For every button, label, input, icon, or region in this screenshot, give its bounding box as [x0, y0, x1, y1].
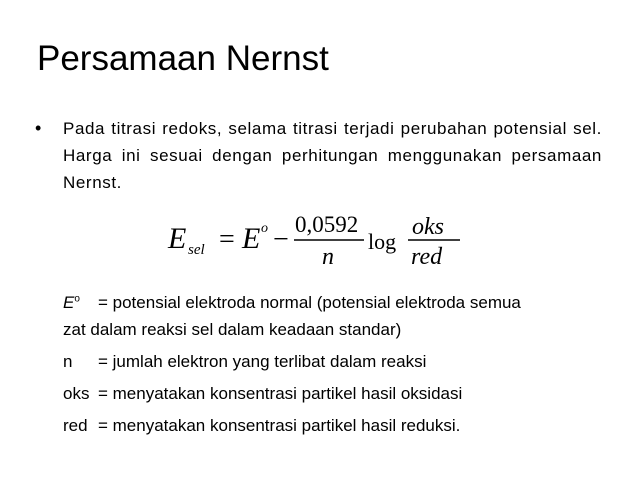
definition-term-red: red — [63, 416, 88, 435]
definition-n — [63, 348, 603, 375]
definition-text-red: = menyatakan konsentrasi partikel hasil reduksi. — [98, 416, 461, 435]
bullet-dot-icon: • — [35, 118, 42, 138]
definition-term-n: n — [63, 352, 73, 371]
definition-term-e0: $E^o$ — [63, 293, 80, 312]
slide-title: Persamaan Nernst — [37, 39, 329, 78]
definition-e0 — [63, 289, 603, 316]
formula-oks: oks — [412, 214, 444, 240]
formula-e0-sup: o — [261, 221, 268, 236]
formula-numerator: 0,0592 — [295, 212, 359, 237]
definition-e0-continuation: zat dalam reaksi sel dalam keadaan standar) — [63, 320, 402, 339]
formula-lhs-sub: sel — [188, 242, 205, 258]
nernst-equation — [164, 206, 464, 270]
nernst-equation-graphic — [164, 206, 464, 270]
formula-log: log — [368, 229, 397, 254]
formula-e0: E — [242, 222, 261, 255]
definition-term-oks: oks — [63, 384, 90, 403]
definition-text-e0: = potensial elektroda normal (potensial elektroda semua — [98, 293, 521, 312]
definition-oks — [63, 380, 603, 407]
definitions-list — [63, 289, 603, 439]
definition-text-n: = jumlah elektron yang terlibat dalam reaksi — [98, 352, 427, 371]
definition-red — [63, 412, 603, 439]
bullet-text: Pada titrasi redoks, selama titrasi terjadi perubahan potensial sel. Harga ini sesuai dengan perhitungan menggunakan persamaan Nernst. — [63, 119, 602, 192]
bullet-paragraph — [35, 115, 602, 196]
definition-text-oks: = menyatakan konsentrasi partikel hasil oksidasi — [98, 384, 463, 403]
formula-lhs: E — [168, 222, 187, 255]
formula-minus: − — [273, 224, 289, 255]
formula-equals: = — [219, 224, 235, 255]
formula-denominator: n — [322, 244, 334, 270]
formula-red: red — [411, 244, 443, 270]
